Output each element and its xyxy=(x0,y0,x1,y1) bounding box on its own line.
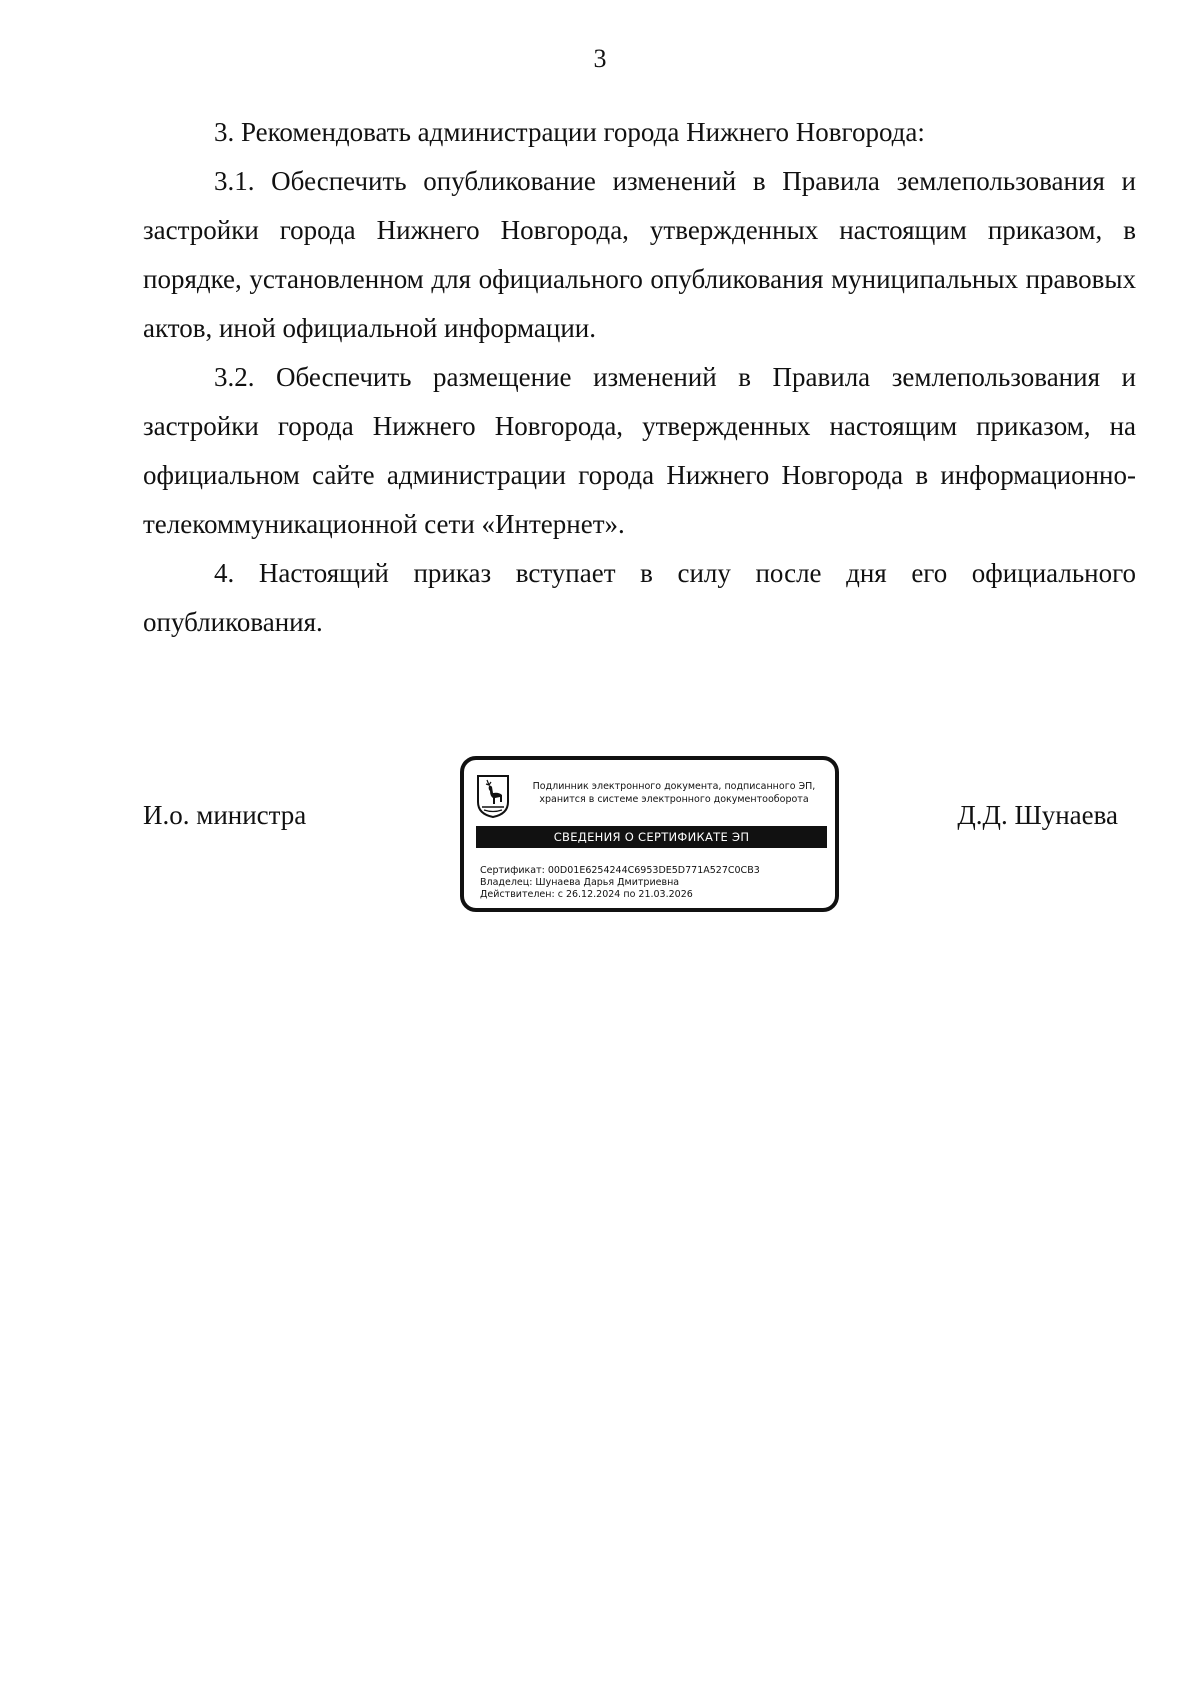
paragraph-entry-into-force: 4. Настоящий приказ вступает в силу после дня его официального опубликования. xyxy=(143,558,1136,637)
certificate-info-bar: СВЕДЕНИЯ О СЕРТИФИКАТЕ ЭП xyxy=(476,826,827,848)
stamp-header-line-1: Подлинник электронного документа, подписанного ЭП, xyxy=(532,781,816,792)
certificate-number: Сертификат: 00D01E6254244C6953DE5D771A527C0CB3 xyxy=(480,865,760,876)
paragraph-publication: 3.1. Обеспечить опубликование изменений в Правила землепользования и застройки города Нижнего Новгорода, утвержденных настоящим приказом, в порядке, установленном для официального опубликования муниципальных правовых актов, иной официальной информации. xyxy=(143,166,1136,343)
deer-emblem-icon xyxy=(476,774,510,818)
page-number: 3 xyxy=(593,44,607,73)
paragraph-website-placement: 3.2. Обеспечить размещение изменений в Правила землепользования и застройки города Нижнего Новгорода, утвержденных настоящим приказом, на официальном сайте администрации города Нижнего Новгорода в информационно-телекоммуникационной сети «Интернет». xyxy=(143,362,1136,539)
certificate-owner: Владелец: Шунаева Дарья Дмитриевна xyxy=(480,877,680,888)
stamp-header xyxy=(516,780,832,806)
stamp-header-line-2: хранится в системе электронного документооборота xyxy=(539,794,809,805)
certificate-details xyxy=(480,865,830,901)
certificate-validity: Действителен: с 26.12.2024 по 21.03.2026 xyxy=(480,889,693,900)
document-body xyxy=(143,108,1136,647)
signature-block xyxy=(143,756,1118,921)
signer-title: И.о. министра xyxy=(143,800,307,830)
electronic-signature-stamp xyxy=(460,756,839,912)
paragraph-recommend: 3. Рекомендовать администрации города Нижнего Новгорода: xyxy=(214,117,925,147)
signer-name: Д.Д. Шунаева xyxy=(957,800,1118,830)
